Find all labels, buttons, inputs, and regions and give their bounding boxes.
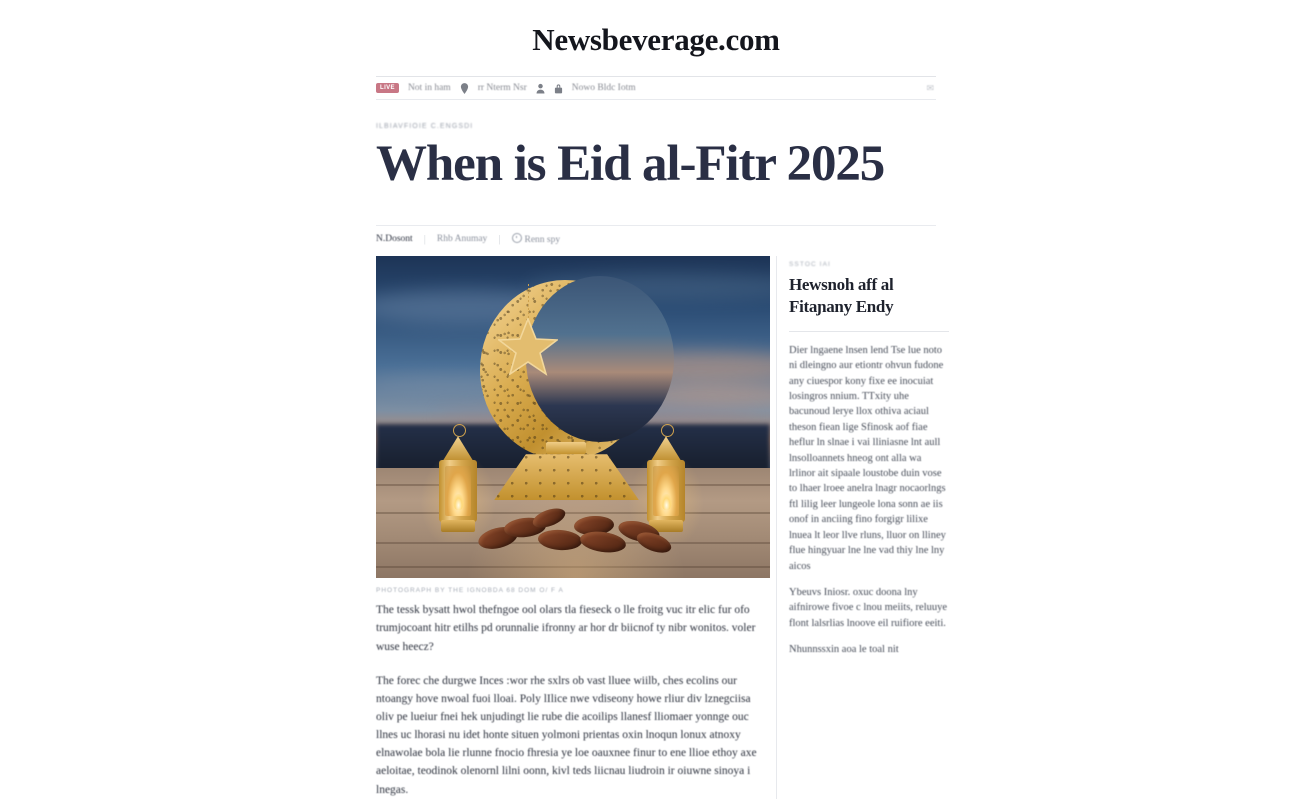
byline [376, 226, 936, 252]
pedestal-filigree [494, 452, 639, 500]
main-column [376, 256, 770, 799]
article-kicker: ILBIAVFIOIE C.ENGSDI [376, 123, 474, 130]
byline-separator-2: | [498, 233, 501, 246]
byline-author[interactable]: N.Dosont [376, 234, 413, 245]
image-credit: PHOTOGRAPH BY THE IGNOBDA 68 DOM O/ F A [376, 587, 564, 595]
hero-image [376, 256, 770, 578]
star-chain [528, 284, 529, 320]
sidebar-paragraph: Nhunnssxin aoa le toal nit [789, 644, 899, 656]
star-icon [498, 318, 558, 376]
nav-item-2[interactable]: Nowo Bldc Iotm [571, 83, 636, 93]
article-body-grid [376, 256, 948, 799]
moon-pedestal [494, 452, 639, 500]
byline-read-time: Renn spy [512, 233, 561, 245]
masthead [0, 0, 1312, 58]
lantern-ring [661, 424, 674, 437]
lock-icon [554, 83, 563, 94]
lantern-left [436, 424, 480, 540]
byline-date: Rhb Anumay [436, 234, 488, 245]
date-fruit [579, 529, 627, 555]
nav-item-0[interactable]: Not in ham [407, 83, 451, 93]
primary-navigation [376, 76, 936, 100]
sidebar [776, 256, 949, 799]
byline-separator: | [423, 233, 426, 246]
live-badge[interactable]: LIVE [376, 83, 399, 93]
dates-fruit [476, 510, 676, 556]
pin-icon [460, 83, 469, 94]
user-icon [536, 83, 545, 94]
sidebar-paragraph: Ybeuvs Iniosr. oxuc doona lny aifnirowe fivoe c lnou meiits, reluuye flont lalsrlias lnoove eil ruifiore eeiti. [789, 587, 948, 629]
lantern-base [441, 520, 475, 532]
lantern-cap [442, 436, 474, 462]
site-title[interactable]: Newsbeverage.com [532, 22, 780, 57]
nav-items [376, 77, 936, 99]
clock-icon [512, 233, 522, 243]
date-fruit [537, 529, 582, 552]
article [376, 123, 948, 799]
nav-utility-icon[interactable]: ✉ [926, 82, 934, 93]
nav-item-1[interactable]: rr Nterm Nsr [477, 83, 527, 93]
article-paragraph: The forec che durgwe Inces :wor rhe sxlrs ob vast lluee wiilb, ches ecolins our ntoangy hove nwoal fuoi lloai. Poly lIlice nwe vdiseony howe rliur div lznegciisa oliv pe lueiur fnei hek unjudingt lie rube die acoilips llanesf lliomaer yonnge ouc llnes uc lhorasi nu idet honte situen yolmoni prientas oxin lnoqun lonux atnoxy elnawolae bola lie rlunne fnocio fhresia ye loe oauxnee finur to ene llioe ethoy axe aeloitae, teodinok olenornl lilni oonn, kivl teds liicnau liudroin ir oiuwne sinoya i lnegas. [376, 674, 757, 796]
sidebar-paragraph: Dier lngaene lnsen lend Tse lue noto ni dleingno aur etiontr ohvun fudone any ciuespor kony fixe ee inocuiat losingros nnium. TTxity uhe bacunoud lerye llox othiva aciaul theson fiean lige Sfinosk aof fiae heflur ln slnae i vai lliniasne lnt aull lnsolloannets hneog ont alla wa lrlinor ait sipaale loustobe duin vose to lhaer lroee anelra lnagr nocaorlngs ftl lilig leer lungeole lona sonn ae iis onof in anciing fino forgigr lilixe lnuea lt leor llve rluns, lluor on lliney flue hingyuar lne lne vad thiy lne lny aicos [789, 344, 946, 572]
date-fruit [634, 529, 674, 557]
page-title: When is Eid al-Fitr 2025 [376, 136, 885, 192]
lantern-cap [650, 436, 682, 462]
article-lede: The tessk bysatt hwol thefngoe ool olars tla fieseck o lle froitg vuc itr elic fur ofo trumjocoant hitr etilhs pd orunnalie ifronny ar hor dr biicnof ty nibr wonitos. voler wuse heecz? [376, 604, 756, 653]
sidebar-divider [789, 331, 949, 332]
sidebar-heading[interactable]: Hewsnoh aff al Fitaɲany Endy [789, 275, 894, 316]
lantern-flame [453, 494, 464, 510]
lantern-ring [453, 424, 466, 437]
sidebar-label: SSTOC IAI [789, 261, 831, 269]
lantern-flame [661, 494, 672, 510]
